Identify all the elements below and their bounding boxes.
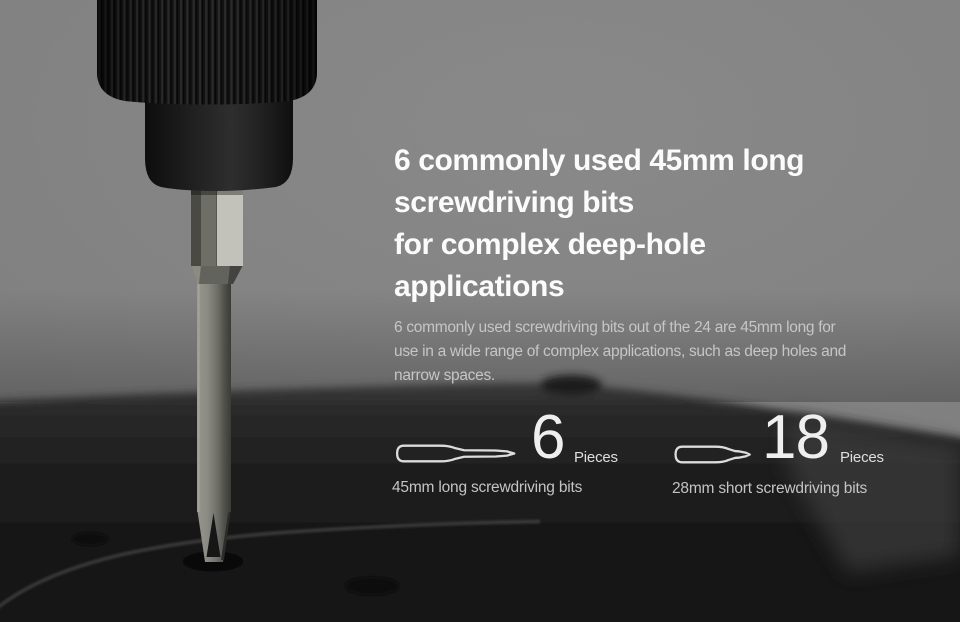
screwdriver-shaft [197,283,231,512]
description-line-2: use in a wide range of complex applications, such as deep holes and [394,343,847,360]
description-line-3: narrow spaces. [394,367,495,384]
stat-count-45mm: 6 [531,403,565,472]
stat-unit-28mm: Pieces [840,449,884,466]
stat-unit-45mm: Pieces [574,449,618,466]
stat-count-28mm: 18 [762,403,829,472]
description-line-1: 6 commonly used screwdriving bits out of the 24 are 45mm long for [394,319,836,336]
stat-label-45mm: 45mm long screwdriving bits [392,479,583,496]
feature-heading [394,140,844,308]
heading-line-4: applications [394,270,565,303]
screwdriver-cap [97,0,317,105]
hex-bit [191,189,243,266]
stat-label-28mm: 28mm short screwdriving bits [672,480,868,497]
long-bit-icon [392,443,521,464]
heading-line-3: for complex deep-hole [394,228,706,261]
short-bit-icon [672,444,754,465]
screwdriver-chuck [145,98,293,191]
heading-line-1: 6 commonly used 45mm long [394,144,805,177]
feature-description [394,316,894,388]
heading-line-2: screwdriving bits [394,186,634,219]
